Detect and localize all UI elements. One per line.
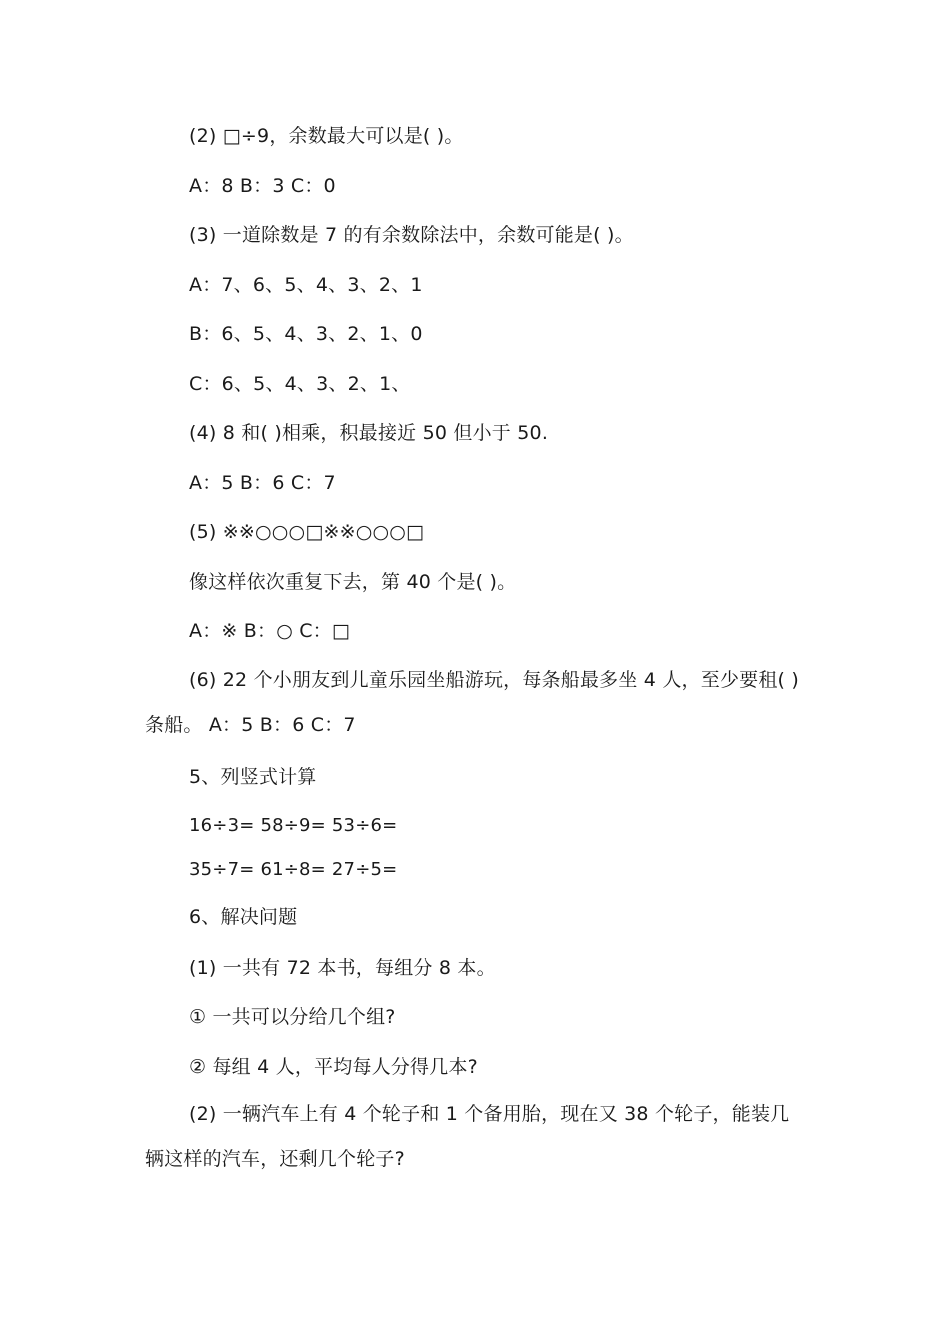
- question-2-options: A：8 B：3 C：0: [189, 175, 336, 197]
- question-6-text: (6) 22 个小朋友到儿童乐园坐船游玩，每条船最多坐 4 人，至少要租( )条船。 A：5 B：6 C：7: [145, 669, 800, 736]
- question-3-option-c: C：6、5、4、3、2、1、: [189, 373, 411, 395]
- question-4-stem: (4) 8 和( )相乘，积最接近 50 但小于 50.: [189, 422, 549, 444]
- question-3-option-b: B：6、5、4、3、2、1、0: [189, 323, 423, 345]
- calculation-row-2: 35÷7= 61÷8= 27÷5=: [189, 859, 398, 880]
- section-5-heading: 5、列竖式计算: [189, 766, 317, 788]
- question-3-stem: (3) 一道除数是 7 的有余数除法中，余数可能是( )。: [189, 224, 634, 246]
- question-5-pattern: (5) ※※○○○□※※○○○□: [189, 521, 425, 543]
- question-4-options: A：5 B：6 C：7: [189, 472, 336, 494]
- question-5-options: A：※ B：○ C：□: [189, 620, 351, 642]
- section-6-heading: 6、解决问题: [189, 906, 298, 928]
- calculation-row-1: 16÷3= 58÷9= 53÷6=: [189, 815, 398, 836]
- problem-1-stem: (1) 一共有 72 本书，每组分 8 本。: [189, 957, 496, 979]
- question-3-option-a: A：7、6、5、4、3、2、1: [189, 274, 423, 296]
- question-2-stem: (2) □÷9，余数最大可以是( )。: [189, 125, 464, 147]
- problem-2-text: (2) 一辆汽车上有 4 个轮子和 1 个备用胎，现在又 38 个轮子，能装几辆这样的汽车，还剩几个轮子?: [145, 1103, 790, 1170]
- problem-1-sub-question-1: ① 一共可以分给几个组?: [189, 1006, 396, 1028]
- question-5-stem: 像这样依次重复下去，第 40 个是( )。: [189, 571, 517, 593]
- problem-1-sub-question-2: ② 每组 4 人，平均每人分得几本?: [189, 1056, 478, 1078]
